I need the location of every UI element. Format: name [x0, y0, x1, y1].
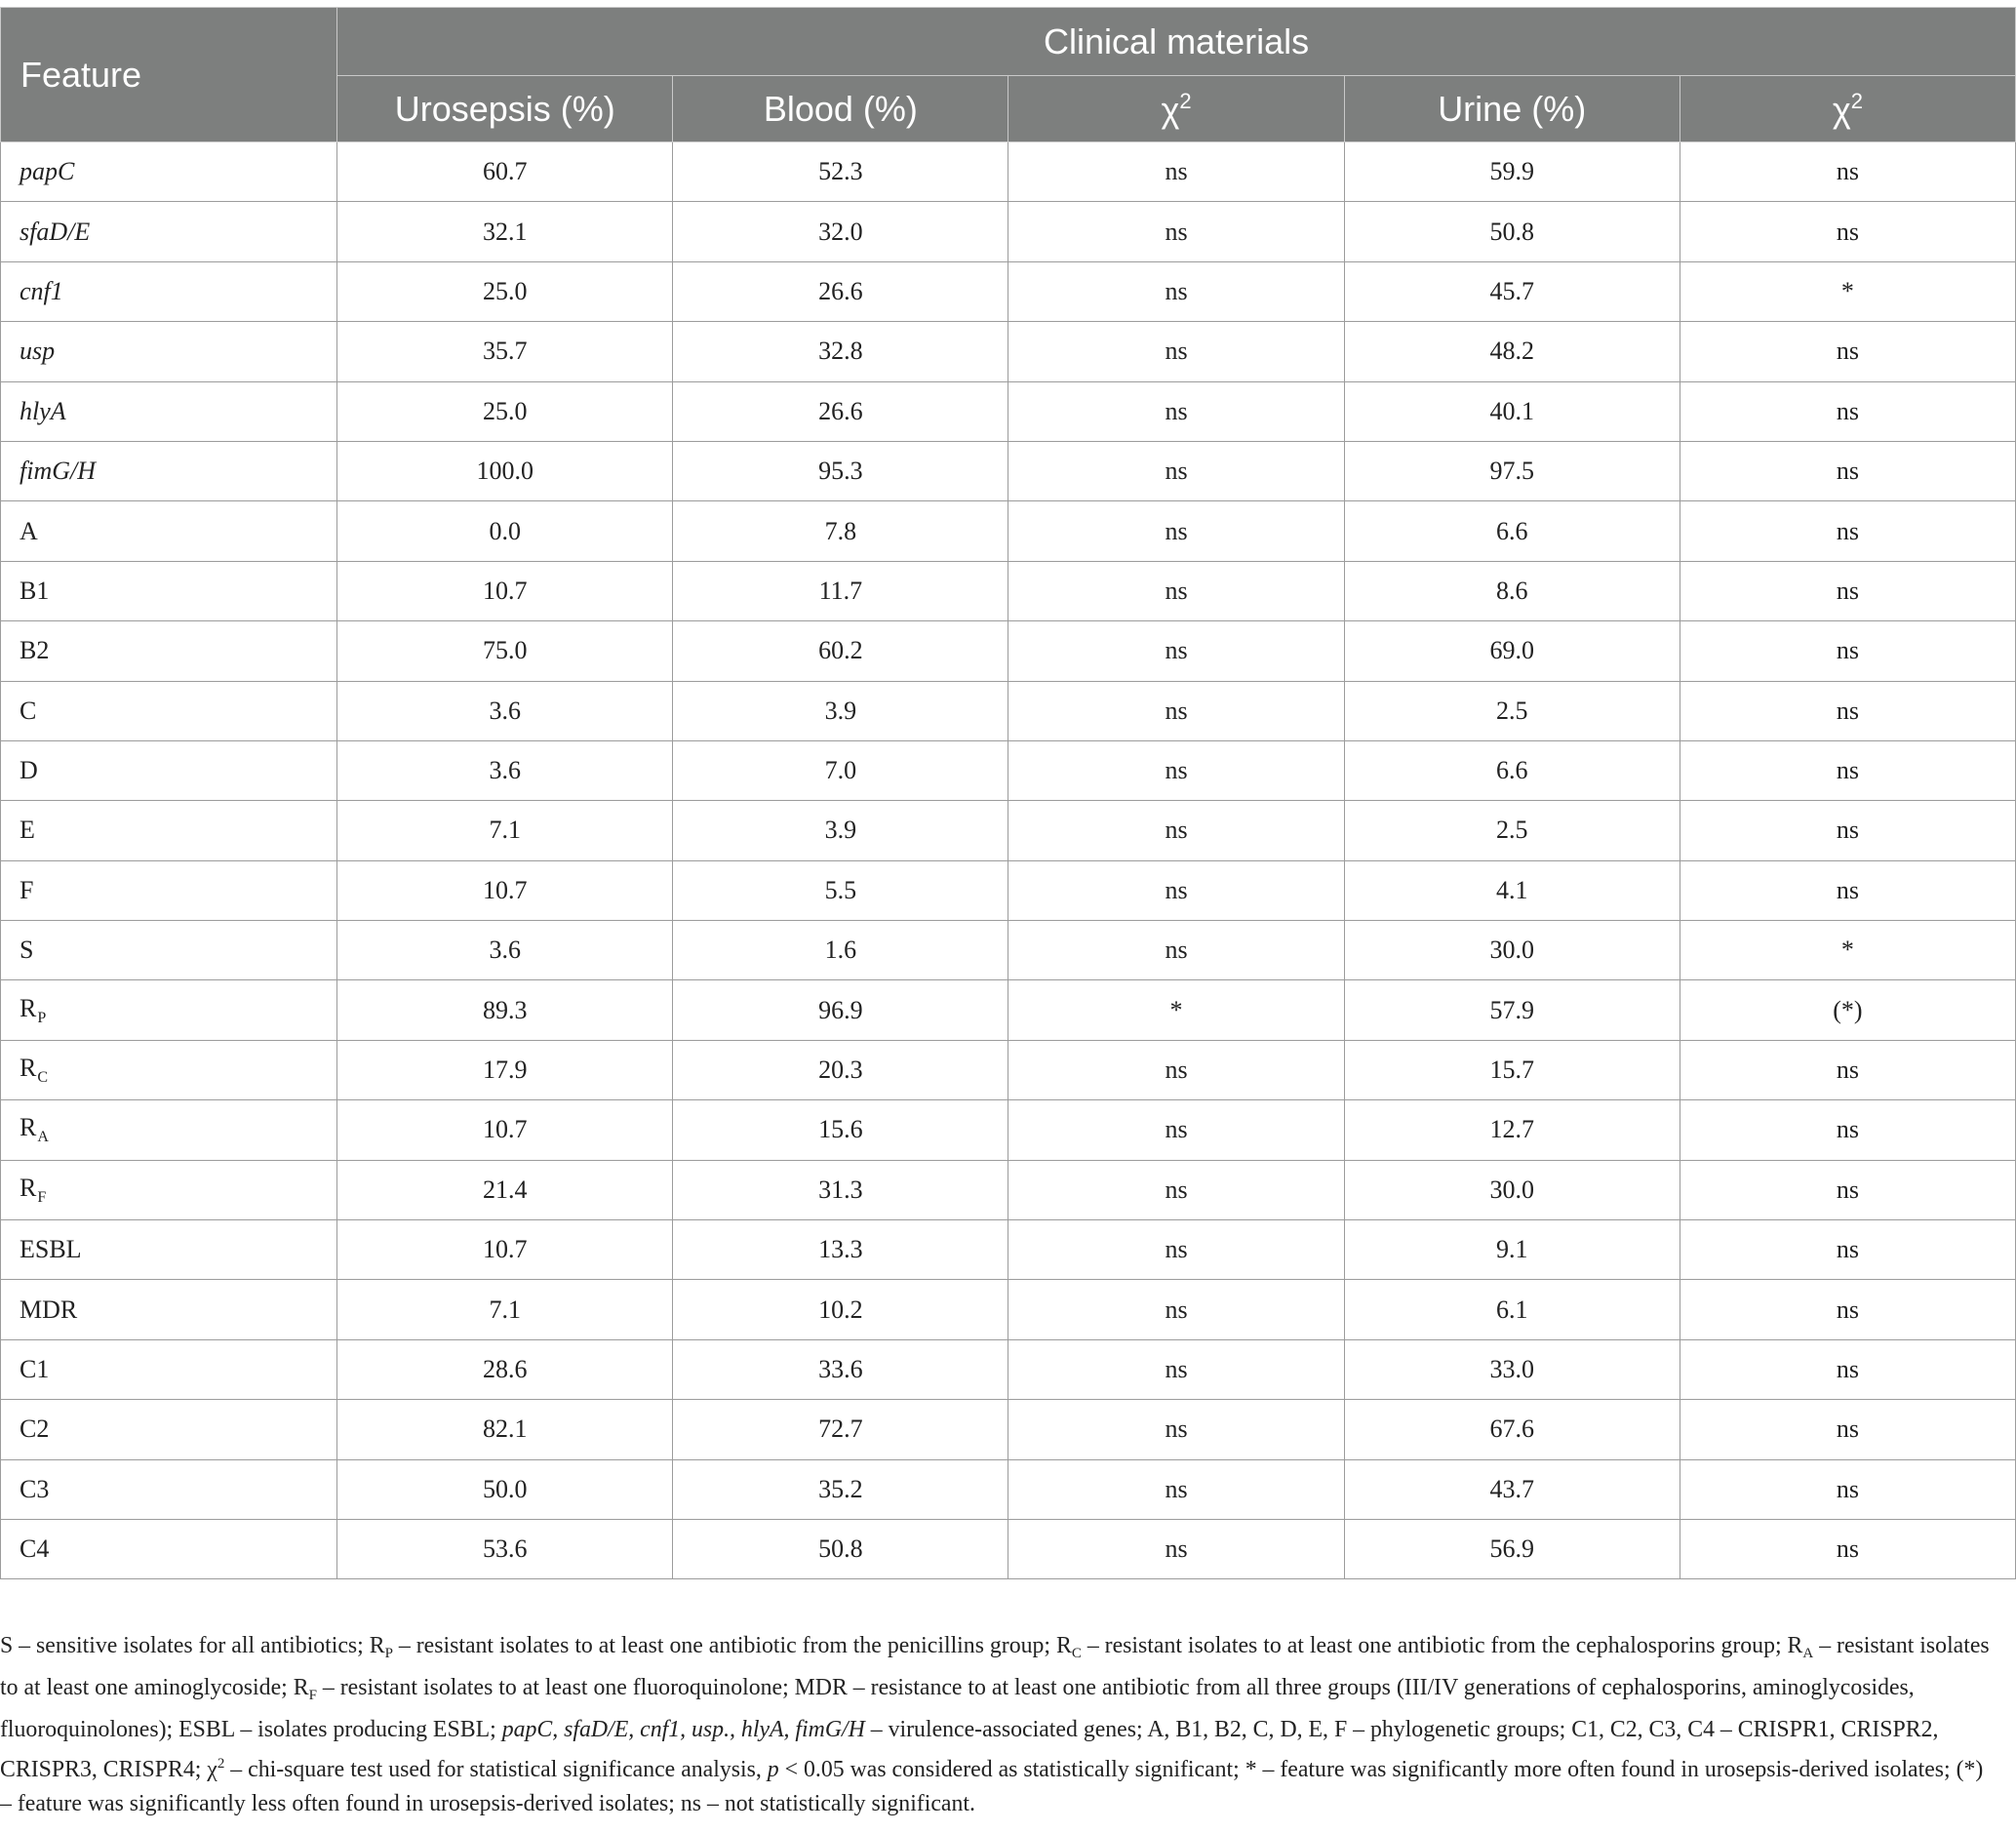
feature-label: F [20, 875, 34, 904]
feature-label: R [20, 993, 37, 1022]
chi-superscript: 2 [1850, 88, 1863, 113]
chi-square-urine-cell: ns [1680, 1220, 2015, 1280]
urosepsis-cell: 3.6 [337, 740, 673, 800]
urine-cell: 2.5 [1344, 801, 1680, 860]
chi-square-urine-cell: ns [1680, 860, 2015, 920]
chi-square-blood-cell: ns [1008, 1100, 1344, 1160]
chi-square-urine-cell: ns [1680, 441, 2015, 500]
feature-cell [1, 1160, 337, 1219]
chi-square-urine-cell: ns [1680, 1280, 2015, 1339]
feature-cell [1, 1280, 337, 1339]
feature-cell [1, 202, 337, 261]
urosepsis-cell: 3.6 [337, 921, 673, 980]
urosepsis-cell: 17.9 [337, 1040, 673, 1099]
feature-cell [1, 980, 337, 1040]
table-row [1, 322, 2016, 381]
table-row [1, 621, 2016, 681]
feature-cell [1, 441, 337, 500]
table-row [1, 1160, 2016, 1219]
table-row [1, 441, 2016, 500]
chi-square-urine-cell: ns [1680, 1519, 2015, 1578]
blood-cell: 15.6 [673, 1100, 1008, 1160]
table-row [1, 1220, 2016, 1280]
urine-cell: 6.6 [1344, 501, 1680, 561]
chi-square-urine-cell: ns [1680, 1339, 2015, 1399]
blood-cell: 95.3 [673, 441, 1008, 500]
feature-label: usp [20, 337, 56, 366]
urosepsis-cell: 60.7 [337, 142, 673, 202]
urine-cell: 57.9 [1344, 980, 1680, 1040]
blood-cell: 26.6 [673, 381, 1008, 441]
chi-square-urine-cell: ns [1680, 621, 2015, 681]
chi-square-urine-cell: ns [1680, 202, 2015, 261]
urosepsis-cell: 25.0 [337, 261, 673, 321]
feature-cell [1, 860, 337, 920]
feature-cell [1, 621, 337, 681]
urosepsis-cell: 10.7 [337, 860, 673, 920]
footnote-subscript: A [1802, 1646, 1814, 1661]
chi-square-blood-cell: ns [1008, 1459, 1344, 1519]
table-row [1, 1280, 2016, 1339]
blood-header: Blood (%) [673, 76, 1008, 142]
chi-square-blood-cell: ns [1008, 1160, 1344, 1219]
blood-cell: 26.6 [673, 261, 1008, 321]
urosepsis-cell: 28.6 [337, 1339, 673, 1399]
urine-cell: 40.1 [1344, 381, 1680, 441]
chi-square-blood-cell: ns [1008, 322, 1344, 381]
urine-cell: 48.2 [1344, 322, 1680, 381]
urine-cell: 6.6 [1344, 740, 1680, 800]
blood-cell: 32.8 [673, 322, 1008, 381]
feature-label: sfaD/E [20, 217, 91, 246]
feature-subscript: A [37, 1129, 49, 1146]
table-body [1, 142, 2016, 1579]
urosepsis-cell: 7.1 [337, 801, 673, 860]
blood-cell: 50.8 [673, 1519, 1008, 1578]
table-row [1, 381, 2016, 441]
chi-square-urine-cell: * [1680, 261, 2015, 321]
urine-header: Urine (%) [1344, 76, 1680, 142]
chi-square-blood-cell: ns [1008, 740, 1344, 800]
urosepsis-cell: 25.0 [337, 381, 673, 441]
chi-square-blood-cell: ns [1008, 202, 1344, 261]
urine-cell: 56.9 [1344, 1519, 1680, 1578]
urosepsis-cell: 50.0 [337, 1459, 673, 1519]
urine-cell: 50.8 [1344, 202, 1680, 261]
urosepsis-cell: 10.7 [337, 1100, 673, 1160]
feature-label: A [20, 516, 38, 545]
blood-cell: 5.5 [673, 860, 1008, 920]
feature-cell [1, 1220, 337, 1280]
urosepsis-cell: 35.7 [337, 322, 673, 381]
chi-square-urine-cell: ns [1680, 1160, 2015, 1219]
feature-cell [1, 681, 337, 740]
urosepsis-cell: 10.7 [337, 561, 673, 620]
urosepsis-cell: 3.6 [337, 681, 673, 740]
chi-square-urine-cell: ns [1680, 142, 2015, 202]
urine-cell: 8.6 [1344, 561, 1680, 620]
urosepsis-cell: 53.6 [337, 1519, 673, 1578]
urosepsis-cell: 21.4 [337, 1160, 673, 1219]
feature-label: cnf1 [20, 276, 63, 305]
chi-square-blood-cell: ns [1008, 261, 1344, 321]
table-row [1, 561, 2016, 620]
footnote-text: – chi-square test used for statistical significance analysis, [224, 1757, 768, 1782]
chi-square-blood-cell: ns [1008, 860, 1344, 920]
feature-label: ESBL [20, 1235, 82, 1264]
blood-cell: 11.7 [673, 561, 1008, 620]
feature-label: R [20, 1173, 37, 1202]
table-row [1, 1459, 2016, 1519]
feature-label: C1 [20, 1355, 50, 1383]
feature-cell [1, 561, 337, 620]
table-row [1, 921, 2016, 980]
chi-square-urine-cell: ns [1680, 681, 2015, 740]
urine-cell: 6.1 [1344, 1280, 1680, 1339]
chi-square-blood-cell: ns [1008, 1339, 1344, 1399]
chi-square-blood-cell: ns [1008, 142, 1344, 202]
table-row [1, 1519, 2016, 1578]
feature-cell [1, 1040, 337, 1099]
feature-label: MDR [20, 1295, 78, 1324]
urosepsis-cell: 10.7 [337, 1220, 673, 1280]
feature-cell [1, 1519, 337, 1578]
footnote-text: S – sensitive isolates for all antibiotics; R [0, 1633, 385, 1658]
chi-square-blood-cell: ns [1008, 621, 1344, 681]
chi-square-blood-cell: ns [1008, 1040, 1344, 1099]
urine-cell: 33.0 [1344, 1339, 1680, 1399]
urine-cell: 4.1 [1344, 860, 1680, 920]
urosepsis-header: Urosepsis (%) [337, 76, 673, 142]
chi-square-urine-cell: (*) [1680, 980, 2015, 1040]
blood-cell: 7.8 [673, 501, 1008, 561]
table-row [1, 1040, 2016, 1099]
chi-symbol: χ [1832, 89, 1851, 130]
feature-label: D [20, 756, 38, 785]
feature-label: C3 [20, 1474, 50, 1503]
table-row [1, 1400, 2016, 1459]
chi-square-blood-cell: ns [1008, 681, 1344, 740]
urine-cell: 97.5 [1344, 441, 1680, 500]
feature-label: C [20, 696, 37, 725]
feature-label: hlyA [20, 396, 66, 425]
feature-label: fimG/H [20, 457, 96, 486]
feature-cell [1, 1459, 337, 1519]
footnote-text: – resistant isolates to at least one aminoglycoside; R [0, 1633, 1990, 1700]
chi-square-blood-header [1008, 76, 1344, 142]
footnote-p-symbol: p [767, 1757, 779, 1782]
chi-square-blood-cell: ns [1008, 1400, 1344, 1459]
table-row [1, 1100, 2016, 1160]
feature-cell [1, 501, 337, 561]
chi-square-blood-cell: ns [1008, 501, 1344, 561]
urosepsis-cell: 82.1 [337, 1400, 673, 1459]
footnote-text: < 0.05 was considered as statistically significant; * – feature was significantly more often found in urosepsis-derived isolates; (*) – feature was significantly less often found in urosepsis-derived isolates; ns – not statistically significant. [0, 1757, 1984, 1816]
feature-cell [1, 322, 337, 381]
blood-cell: 35.2 [673, 1459, 1008, 1519]
chi-square-urine-cell: ns [1680, 501, 2015, 561]
urine-cell: 9.1 [1344, 1220, 1680, 1280]
urine-cell: 69.0 [1344, 621, 1680, 681]
feature-label: S [20, 936, 34, 965]
feature-cell [1, 740, 337, 800]
urine-cell: 12.7 [1344, 1100, 1680, 1160]
table-row [1, 501, 2016, 561]
feature-cell [1, 1400, 337, 1459]
footnote-text: – virulence-associated genes; A, B1, B2, C, D, E, F – phylogenetic groups; C1, C2, C3, C4 – CRISPR1, CRISPR2, CRISPR3, CRISPR4; χ [0, 1717, 1939, 1782]
table-row [1, 740, 2016, 800]
footnote-text: – resistant isolates to at least one antibiotic from the cephalosporins group; R [1081, 1633, 1803, 1658]
feature-label: R [20, 1113, 37, 1142]
chi-square-urine-cell: ns [1680, 1400, 2015, 1459]
chi-square-blood-cell: ns [1008, 1280, 1344, 1339]
clinical-materials-header: Clinical materials [337, 8, 2016, 76]
chi-square-urine-cell: ns [1680, 801, 2015, 860]
chi-square-urine-cell: ns [1680, 561, 2015, 620]
blood-cell: 60.2 [673, 621, 1008, 681]
urosepsis-cell: 32.1 [337, 202, 673, 261]
blood-cell: 1.6 [673, 921, 1008, 980]
table-row [1, 142, 2016, 202]
chi-square-urine-cell: * [1680, 921, 2015, 980]
footnote-subscript: C [1071, 1646, 1082, 1661]
chi-square-urine-cell: ns [1680, 1459, 2015, 1519]
urine-cell: 30.0 [1344, 1160, 1680, 1219]
table-row [1, 681, 2016, 740]
footnote-gene-list: papC, sfaD/E, cnf1, usp., hlyA, fimG/H [501, 1717, 865, 1742]
chi-square-urine-cell: ns [1680, 740, 2015, 800]
feature-label: C2 [20, 1415, 50, 1444]
urosepsis-cell: 0.0 [337, 501, 673, 561]
chi-square-urine-header [1680, 76, 2015, 142]
urine-cell: 30.0 [1344, 921, 1680, 980]
feature-cell [1, 142, 337, 202]
blood-cell: 10.2 [673, 1280, 1008, 1339]
table-row [1, 980, 2016, 1040]
chi-square-blood-cell: ns [1008, 1220, 1344, 1280]
chi-square-blood-cell: ns [1008, 801, 1344, 860]
blood-cell: 7.0 [673, 740, 1008, 800]
chi-square-blood-cell: ns [1008, 441, 1344, 500]
table-row [1, 801, 2016, 860]
urine-cell: 67.6 [1344, 1400, 1680, 1459]
chi-square-blood-cell: * [1008, 980, 1344, 1040]
footnote-text: – resistant isolates to at least one antibiotic from the penicillins group; R [392, 1633, 1072, 1658]
feature-cell [1, 1339, 337, 1399]
urosepsis-cell: 100.0 [337, 441, 673, 500]
feature-cell [1, 381, 337, 441]
blood-cell: 32.0 [673, 202, 1008, 261]
urosepsis-cell: 75.0 [337, 621, 673, 681]
blood-cell: 3.9 [673, 681, 1008, 740]
table-row [1, 202, 2016, 261]
feature-label: R [20, 1054, 37, 1083]
urine-cell: 43.7 [1344, 1459, 1680, 1519]
footnote-subscript: F [308, 1688, 317, 1703]
urosepsis-cell: 89.3 [337, 980, 673, 1040]
chi-square-urine-cell: ns [1680, 1040, 2015, 1099]
blood-cell: 3.9 [673, 801, 1008, 860]
feature-subscript: F [37, 1188, 47, 1206]
blood-cell: 20.3 [673, 1040, 1008, 1099]
urosepsis-cell: 7.1 [337, 1280, 673, 1339]
blood-cell: 72.7 [673, 1400, 1008, 1459]
feature-label: papC [20, 157, 75, 186]
data-table [0, 7, 2016, 1579]
chi-superscript: 2 [1179, 88, 1192, 113]
feature-label: B2 [20, 636, 50, 665]
table-row [1, 261, 2016, 321]
feature-label: E [20, 816, 35, 845]
chi-square-urine-cell: ns [1680, 381, 2015, 441]
table-row [1, 1339, 2016, 1399]
blood-cell: 13.3 [673, 1220, 1008, 1280]
table-row [1, 860, 2016, 920]
blood-cell: 52.3 [673, 142, 1008, 202]
footnote-superscript: 2 [217, 1756, 225, 1772]
feature-header: Feature [1, 8, 337, 142]
urine-cell: 2.5 [1344, 681, 1680, 740]
feature-label: B1 [20, 576, 50, 605]
feature-cell [1, 921, 337, 980]
chi-square-blood-cell: ns [1008, 1519, 1344, 1578]
feature-cell [1, 1100, 337, 1160]
chi-square-blood-cell: ns [1008, 381, 1344, 441]
chi-square-urine-cell: ns [1680, 1100, 2015, 1160]
feature-subscript: C [37, 1069, 49, 1087]
urine-cell: 45.7 [1344, 261, 1680, 321]
urine-cell: 15.7 [1344, 1040, 1680, 1099]
urine-cell: 59.9 [1344, 142, 1680, 202]
chi-symbol: χ [1161, 89, 1180, 130]
feature-cell [1, 801, 337, 860]
footnote-subscript: P [384, 1646, 393, 1661]
table-header [1, 8, 2016, 142]
table-footnote [0, 1629, 1990, 1821]
chi-square-blood-cell: ns [1008, 921, 1344, 980]
chi-square-urine-cell: ns [1680, 322, 2015, 381]
blood-cell: 31.3 [673, 1160, 1008, 1219]
feature-subscript: P [37, 1009, 47, 1026]
blood-cell: 96.9 [673, 980, 1008, 1040]
feature-cell [1, 261, 337, 321]
blood-cell: 33.6 [673, 1339, 1008, 1399]
footnote-text: – resistant isolates to at least one fluoroquinolone; MDR – resistance to at least one antibiotic from all three groups (III/IV generations of cephalosporins, aminoglycosides, fluoroquinolones); ESBL – isolates producing ESBL; [0, 1675, 1915, 1742]
chi-square-blood-cell: ns [1008, 561, 1344, 620]
feature-label: C4 [20, 1534, 50, 1564]
